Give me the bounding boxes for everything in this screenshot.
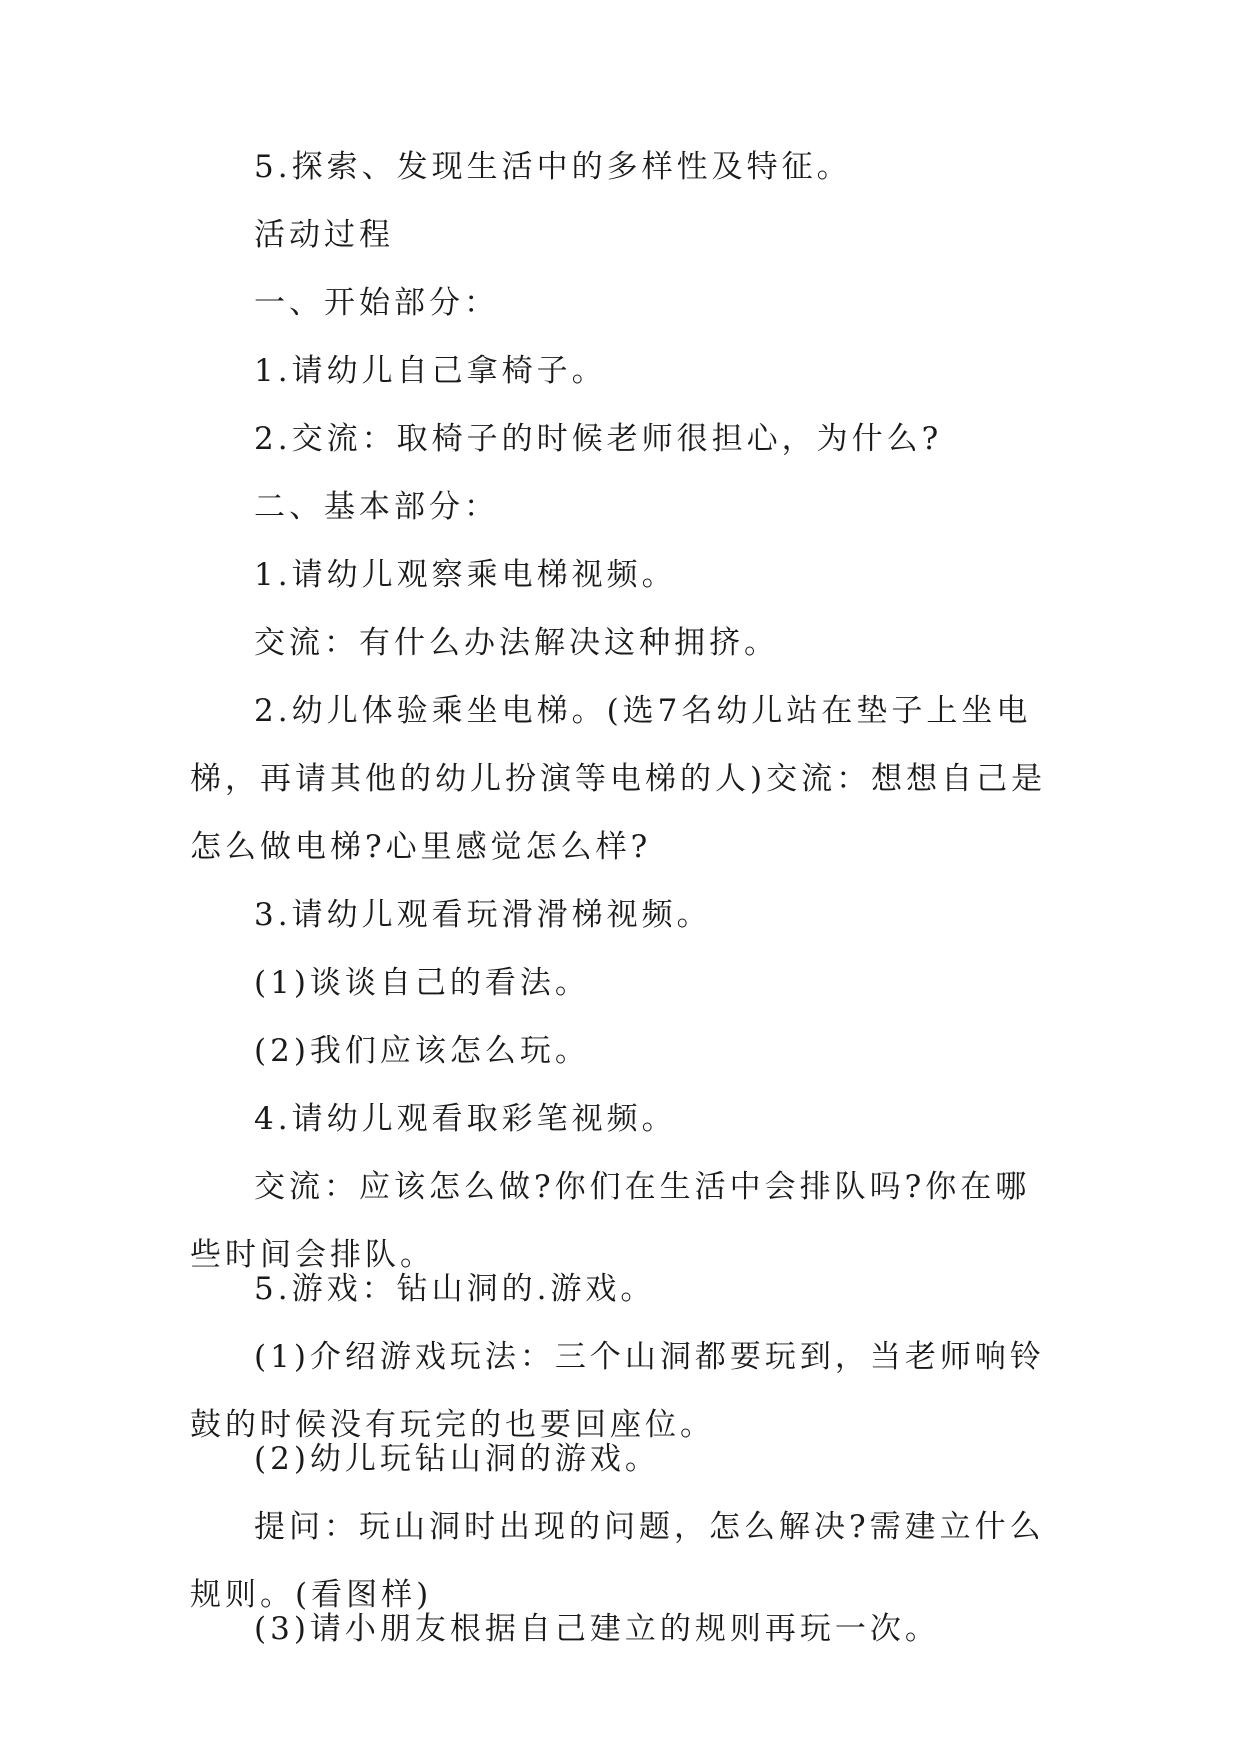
paragraph: 5.游戏：钻山洞的.游戏。 <box>254 1271 656 1307</box>
subsection-heading: 二、基本部分： <box>254 489 499 525</box>
paragraph: 5.探索、发现生活中的多样性及特征。 <box>254 149 852 185</box>
paragraph: 1.请幼儿观察乘电梯视频。 <box>254 557 677 593</box>
paragraph: 4.请幼儿观看取彩笔视频。 <box>254 1101 677 1137</box>
paragraph: 提问：玩山洞时出现的问题，怎么解决?需建立什么规则。(看图样) <box>190 1509 1045 1613</box>
paragraph: (2)幼儿玩钻山洞的游戏。 <box>254 1441 660 1477</box>
paragraph: 2.幼儿体验乘坐电梯。(选7名幼儿站在垫子上坐电梯，再请其他的幼儿扮演等电梯的人)交流：想想自己是怎么做电梯?心里感觉怎么样? <box>190 693 1047 865</box>
section-heading: 活动过程 <box>254 217 394 253</box>
paragraph: 交流：应该怎么做?你们在生活中会排队吗?你在哪些时间会排队。 <box>190 1169 1031 1273</box>
paragraph: (3)请小朋友根据自己建立的规则再玩一次。 <box>254 1611 940 1647</box>
paragraph: 3.请幼儿观看玩滑滑梯视频。 <box>254 897 712 933</box>
subsection-heading: 一、开始部分： <box>254 285 499 321</box>
paragraph: (1)谈谈自己的看法。 <box>254 965 590 1001</box>
paragraph: 交流：有什么办法解决这种拥挤。 <box>254 625 779 661</box>
paragraph: 1.请幼儿自己拿椅子。 <box>254 353 607 389</box>
paragraph: (1)介绍游戏玩法：三个山洞都要玩到，当老师响铃鼓的时候没有玩完的也要回座位。 <box>190 1339 1045 1443</box>
paragraph: 2.交流：取椅子的时候老师很担心，为什么? <box>254 421 943 457</box>
paragraph: (2)我们应该怎么玩。 <box>254 1033 590 1069</box>
